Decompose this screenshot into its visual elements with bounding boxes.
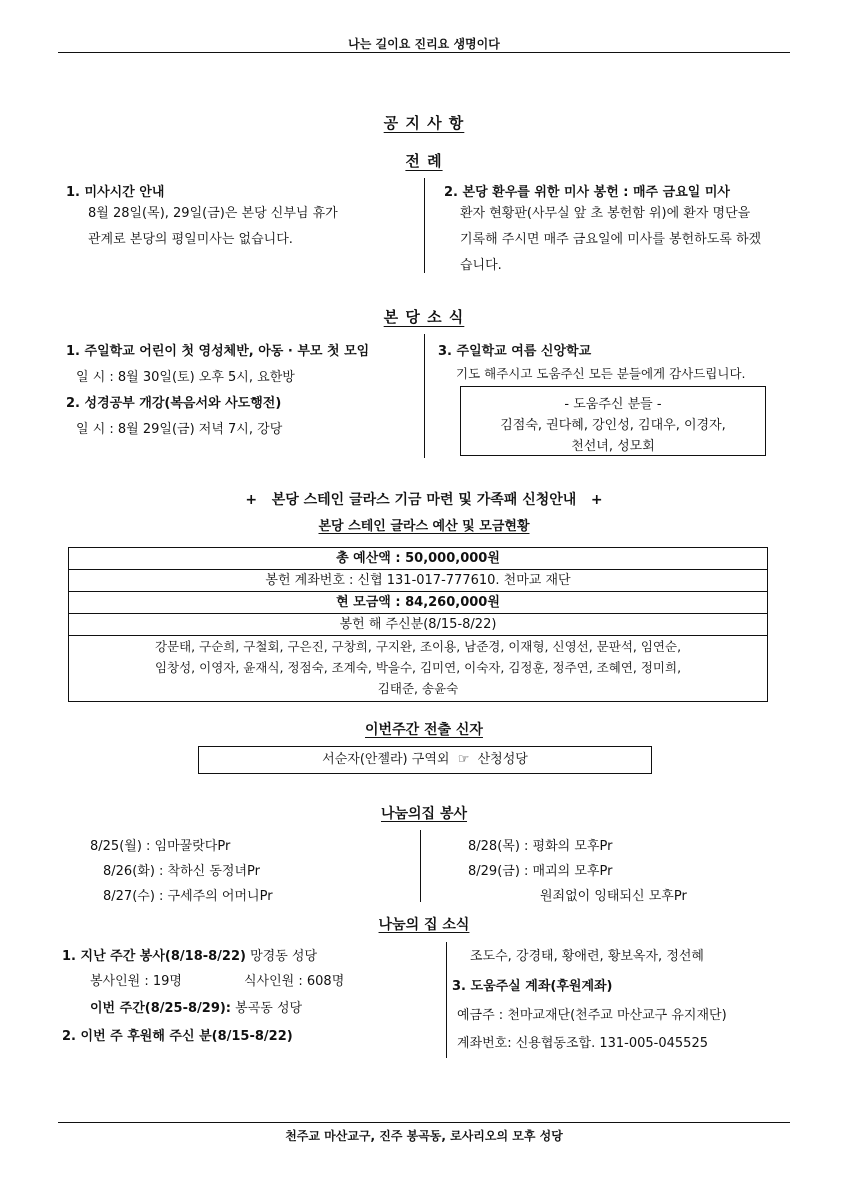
parish-item2-title: 2. 성경공부 개강(복음서와 사도행전)	[66, 396, 282, 411]
liturgy-item1-line: 8월 28일(목), 29일(금)은 본당 신부님 휴가	[88, 206, 338, 221]
fund-table	[68, 547, 768, 702]
fund-donors-line: 강문태, 구순희, 구철회, 구은진, 구창희, 구지완, 조이용, 남준경, 이재형, 신영선, 문판석, 임연순,	[154, 639, 682, 654]
volunteers-count: 봉사인원 : 19명	[90, 974, 182, 989]
sharing-item1-title: 1. 지난 주간 봉사(8/18-8/22)	[62, 949, 246, 964]
stained-glass-title: + 본당 스테인 글라스 기금 마련 및 가족패 신청안내 +	[245, 492, 603, 508]
sharing-news-divider	[446, 942, 447, 1058]
liturgy-item2-line: 기록해 주시면 매주 금요일에 미사를 봉헌하도록 하겠	[460, 232, 762, 247]
meals-count: 식사인원 : 608명	[244, 974, 345, 989]
parish-item3-detail: 기도 해주시고 도움주신 모든 분들에게 감사드립니다.	[456, 366, 746, 381]
this-week-label: 이번 주간(8/25-8/29):	[90, 1001, 232, 1016]
liturgy-item2-title: 2. 본당 환우를 위한 미사 봉헌 : 매주 금요일 미사	[444, 185, 730, 200]
service-day: 8/26(화) : 착하신 동정녀Pr	[103, 864, 260, 879]
fund-donors-line: 임창성, 이영자, 윤재식, 정점숙, 조계숙, 박을수, 김미연, 이숙자, 김정훈, 정주연, 조혜연, 정미희,	[154, 660, 682, 675]
liturgy-item1-line: 관계로 본당의 평일미사는 없습니다.	[88, 232, 293, 247]
liturgy-title: 전 례	[405, 152, 443, 170]
fund-account: 봉헌 계좌번호 : 신협 131-017-777610. 천마교 재단	[69, 570, 767, 592]
service-day: 8/25(월) : 임마꿀랏다Pr	[90, 839, 231, 854]
fund-total-budget: 총 예산액 : 50,000,000원	[69, 548, 767, 570]
footer-divider	[58, 1122, 790, 1123]
service-day: 원죄없이 잉태되신 모후Pr	[540, 889, 687, 904]
helpers-line: 김점숙, 권다혜, 강인성, 김대우, 이경자,	[500, 418, 726, 433]
sharing-item2-title: 2. 이번 주 후원해 주신 분(8/15-8/22)	[62, 1029, 293, 1044]
fund-donors-header: 봉헌 해 주신분(8/15-8/22)	[69, 614, 767, 636]
notices-title: 공 지 사 항	[383, 114, 465, 132]
this-week	[90, 997, 302, 1016]
liturgy-item2-line: 환자 현황판(사무실 앞 초 봉헌함 위)에 환자 명단을	[460, 206, 751, 221]
service-day: 8/28(목) : 평화의 모후Pr	[468, 839, 613, 854]
footer-text: 천주교 마산교구, 진주 봉곡동, 로사리오의 모후 성당	[285, 1129, 563, 1143]
stained-glass-subtitle: 본당 스테인 글라스 예산 및 모금현황	[318, 519, 530, 534]
parish-item1-detail: 일 시 : 8월 30일(토) 오후 5시, 요한방	[76, 370, 295, 385]
parish-item1-title: 1. 주일학교 어린이 첫 영성체반, 아동 · 부모 첫 모임	[66, 344, 370, 359]
sharing-news-title: 나눔의 집 소식	[378, 917, 470, 933]
sharing-item3-title: 3. 도움주실 계좌(후원계좌)	[452, 979, 613, 994]
service-day: 8/29(금) : 매괴의 모후Pr	[468, 864, 613, 879]
header-divider	[58, 52, 790, 53]
liturgy-item1-title: 1. 미사시간 안내	[66, 185, 165, 200]
helpers-box	[460, 386, 766, 456]
account-number: 계좌번호: 신용협동조합. 131-005-045525	[457, 1036, 708, 1051]
helpers-line: 천선녀, 성모회	[571, 439, 655, 454]
sharing-service-divider	[420, 830, 421, 902]
fund-current-amount: 현 모금액 : 84,260,000원	[69, 592, 767, 614]
transfer-entry: 서순자(안젤라) 구역외 ☞ 산청성당	[198, 746, 652, 774]
parish-item2-detail: 일 시 : 8월 29일(금) 저녁 7시, 강당	[76, 422, 283, 437]
sharing-item1-parish: 망경동 성당	[250, 949, 318, 964]
sharing-item1	[62, 945, 317, 964]
header-motto: 나는 길이요 진리요 생명이다	[348, 37, 500, 51]
liturgy-item2-line: 습니다.	[460, 258, 502, 273]
depositor: 예금주 : 천마교재단(천주교 마산교구 유지재단)	[457, 1008, 727, 1023]
sharing-service-title: 나눔의집 봉사	[380, 806, 468, 822]
sponsors-list: 조도수, 강경태, 황애련, 황보옥자, 정선혜	[470, 949, 704, 964]
parish-item3-title: 3. 주일학교 여름 신앙학교	[438, 344, 592, 359]
parish-news-title: 본 당 소 식	[383, 308, 465, 326]
this-week-parish: 봉곡동 성당	[235, 1001, 303, 1016]
transfer-title: 이번주간 전출 신자	[365, 722, 483, 738]
helpers-title: - 도움주신 분들 -	[564, 397, 662, 412]
liturgy-divider	[424, 178, 425, 273]
fund-donors-line: 김태준, 송윤숙	[377, 681, 459, 696]
service-day: 8/27(수) : 구세주의 어머니Pr	[103, 889, 273, 904]
parish-news-divider	[424, 334, 425, 458]
